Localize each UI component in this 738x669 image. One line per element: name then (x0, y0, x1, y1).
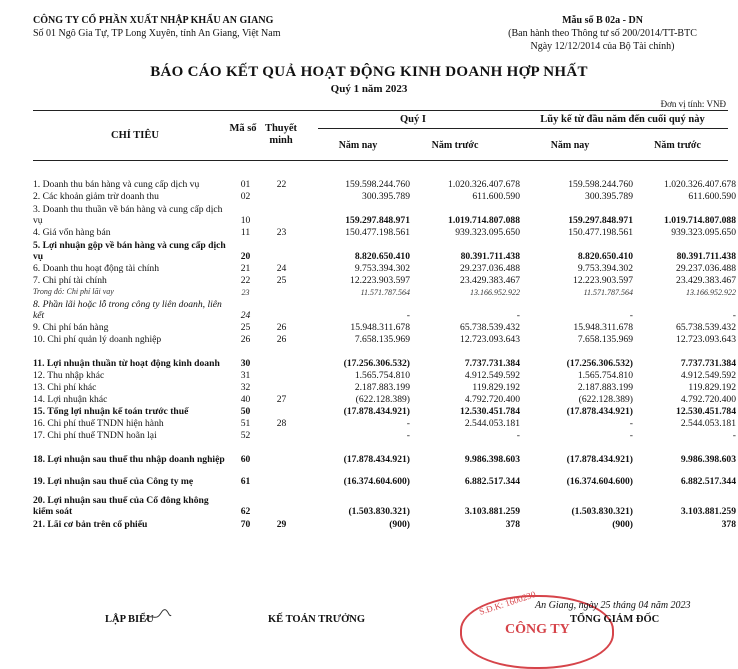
cell-v1: - (406, 310, 410, 321)
cell-v3: (17.878.434.921) (566, 406, 633, 417)
cell-v3: 8.820.650.410 (577, 251, 633, 262)
cell-v1: 159.297.848.971 (345, 215, 410, 226)
cell-note (263, 238, 300, 262)
cell-v1: (1.503.830.321) (348, 506, 410, 517)
cell-v4: 29.237.036.488 (676, 263, 736, 274)
director-label: TỔNG GIÁM ĐỐC (570, 614, 660, 625)
cell-name: 10. Chi phí quản lý doanh nghiệp (33, 334, 162, 345)
cell-v4: 4.912.549.592 (680, 370, 736, 381)
cell-name: 7. Chi phí tài chính (33, 275, 107, 286)
cell-v2: 12.723.093.643 (460, 334, 520, 345)
cell-code: 40 (240, 394, 251, 405)
cell-v2: 29.237.036.488 (460, 263, 520, 274)
cell-code: 61 (240, 476, 251, 487)
cell-code: 32 (240, 382, 251, 393)
cell-v3: - (629, 310, 633, 321)
cell-v4: 9.986.398.603 (680, 454, 736, 465)
cell-v1: (17.256.306.532) (343, 358, 410, 369)
company-name: CÔNG TY CỔ PHẦN XUẤT NHẬP KHẨU AN GIANG (33, 15, 274, 26)
header-ytd: Lũy kế từ đầu năm đến cuối quý này (540, 114, 705, 125)
table-row (33, 262, 736, 274)
cell-v3: (900) (612, 519, 633, 530)
cell-code: 01 (240, 179, 251, 190)
signature-icon (143, 609, 173, 625)
cell-name: 14. Lợi nhuận khác (33, 394, 108, 405)
table-row (33, 226, 736, 238)
cell-v1: - (406, 430, 410, 441)
cell-v2: 13.166.952.922 (470, 288, 520, 297)
cell-name: 11. Lợi nhuận thuần từ hoạt động kinh doanh (33, 358, 220, 369)
cell-v4: 6.882.517.344 (680, 476, 736, 487)
table-row (33, 202, 736, 226)
cell-v2: 23.429.383.467 (460, 275, 520, 286)
cell-code: 31 (240, 370, 251, 381)
header-q-this-year: Năm nay (338, 140, 378, 151)
cell-v4: 611.600.590 (688, 191, 736, 202)
cell-v3: 300.395.789 (585, 191, 633, 202)
cell-note: 26 (276, 322, 287, 333)
cell-v1: 12.223.903.597 (350, 275, 410, 286)
cell-name: 1. Doanh thu bán hàng và cung cấp dịch vụ (33, 179, 200, 190)
cell-name: 21. Lãi cơ bản trên cổ phiếu (33, 519, 148, 530)
cell-v1: 300.395.789 (362, 191, 410, 202)
income-statement-table (33, 178, 736, 530)
cell-v1: (622.128.389) (355, 394, 410, 405)
header-ytd-this-year: Năm nay (550, 140, 590, 151)
cell-v2: 939.323.095.650 (455, 227, 520, 238)
cell-code: 30 (240, 358, 251, 369)
cell-v3: 150.477.198.561 (568, 227, 633, 238)
header-top-rule (33, 110, 728, 111)
cell-name: 15. Tổng lợi nhuận kế toán trước thuế (33, 406, 189, 417)
cell-name: 17. Chi phí thuế TNDN hoãn lại (33, 430, 157, 441)
cell-v2: - (516, 310, 520, 321)
cell-v3: (17.878.434.921) (566, 454, 633, 465)
cell-note: 23 (276, 227, 287, 238)
cell-name: 16. Chi phí thuế TNDN hiện hành (33, 418, 164, 429)
cell-code: 26 (240, 334, 251, 345)
cell-v1: 7.658.135.969 (354, 334, 410, 345)
cell-v2: 4.912.549.592 (464, 370, 520, 381)
cell-name: 18. Lợi nhuận sau thuế thu nhập doanh nghiệp (33, 454, 225, 465)
cell-v3: (17.256.306.532) (566, 358, 633, 369)
cell-note: 29 (276, 519, 287, 530)
cell-code: 51 (240, 418, 251, 429)
cell-code: 23 (241, 288, 250, 297)
cell-code: 60 (240, 454, 251, 465)
cell-v2: 1.019.714.807.088 (448, 215, 520, 226)
stamp-text: CÔNG TY (505, 622, 570, 637)
cell-v1: 15.948.311.678 (350, 322, 410, 333)
header-note: Thuyết minh (264, 123, 298, 146)
cell-v3: 159.297.848.971 (568, 215, 633, 226)
cell-v1: (900) (389, 519, 410, 530)
table-row (33, 369, 736, 381)
cell-v4: 1.019.714.807.088 (664, 215, 736, 226)
report-period: Quý 1 năm 2023 (330, 83, 408, 95)
cell-v4: 80.391.711.438 (676, 251, 736, 262)
cell-v1: - (406, 418, 410, 429)
cell-note: 24 (276, 263, 287, 274)
cell-name: 4. Giá vốn hàng bán (33, 227, 111, 238)
table-row (33, 286, 736, 297)
cell-note: 28 (276, 418, 287, 429)
cell-code: 20 (240, 251, 251, 262)
form-issued: (Ban hành theo Thông tư số 200/2014/TT-BTC (508, 28, 697, 39)
cell-v2: 378 (505, 519, 520, 530)
cell-name: 19. Lợi nhuận sau thuế của Công ty mẹ (33, 476, 194, 487)
cell-name: 9. Chi phí bán hàng (33, 322, 109, 333)
stamp-number: S.Đ.K: 1600230 (477, 589, 537, 617)
cell-v3: 2.187.883.199 (577, 382, 633, 393)
cell-v3: (1.503.830.321) (571, 506, 633, 517)
table-row (33, 487, 736, 517)
cell-name: 12. Thu nhập khác (33, 370, 105, 381)
cell-name: Trong đó: Chi phí lãi vay (33, 287, 114, 296)
form-code: Mẫu số B 02a - DN (562, 15, 643, 26)
cell-note (263, 405, 300, 417)
cell-v2: 1.020.326.407.678 (448, 179, 520, 190)
cell-code: 10 (240, 215, 251, 226)
form-block (470, 14, 735, 53)
cell-v1: 9.753.394.302 (354, 263, 410, 274)
header-indicator: CHỈ TIÊU (111, 130, 159, 141)
table-row (33, 393, 736, 405)
cell-v4: 2.544.053.181 (680, 418, 736, 429)
cell-v4: 13.166.952.922 (686, 288, 736, 297)
cell-code: 22 (240, 275, 251, 286)
cell-v3: (622.128.389) (578, 394, 633, 405)
cell-v1: (16.374.604.600) (343, 476, 410, 487)
table-row (33, 405, 736, 417)
cell-note (263, 487, 300, 517)
cell-name: 20. Lợi nhuận sau thuế của Cổ đông không kiểm soát (33, 495, 209, 517)
cell-v1: (17.878.434.921) (343, 406, 410, 417)
cell-code: 25 (240, 322, 251, 333)
cell-v4: 23.429.383.467 (676, 275, 736, 286)
cell-v1: 8.820.650.410 (354, 251, 410, 262)
cell-v2: 4.792.720.400 (464, 394, 520, 405)
cell-v3: - (629, 430, 633, 441)
company-address: Số 01 Ngô Gia Tự, TP Long Xuyên, tỉnh An Giang, Việt Nam (33, 28, 281, 39)
cell-v2: 119.829.192 (472, 382, 520, 393)
header-q-last-year: Năm trước (431, 140, 479, 151)
table-row (33, 321, 736, 333)
table-row (33, 238, 736, 262)
cell-v1: 11.571.787.564 (360, 288, 410, 297)
cell-note (263, 190, 300, 202)
cell-note (263, 297, 300, 321)
cell-v4: 12.530.451.784 (676, 406, 736, 417)
cell-name: 6. Doanh thu hoạt động tài chính (33, 263, 160, 274)
cell-name: 8. Phần lãi hoặc lỗ trong công ty liên doanh, liên kết (33, 299, 222, 321)
cell-code: 21 (240, 263, 251, 274)
table-row (33, 190, 736, 202)
cell-v4: - (732, 430, 736, 441)
cell-name: 2. Các khoản giảm trừ doanh thu (33, 191, 159, 202)
cell-v4: 7.737.731.384 (680, 358, 736, 369)
cell-name: 13. Chi phí khác (33, 382, 97, 393)
cell-note (263, 345, 300, 369)
header-ytd-last-year: Năm trước (654, 140, 701, 151)
cell-note: 25 (276, 275, 287, 286)
cell-code: 02 (240, 191, 251, 202)
header-code: Mã số (229, 123, 257, 134)
table-row (33, 297, 736, 321)
cell-code: 62 (240, 506, 251, 517)
cell-note: 27 (276, 394, 287, 405)
cell-v2: 3.103.881.259 (464, 506, 520, 517)
table-row (33, 417, 736, 429)
cell-v4: 939.323.095.650 (671, 227, 736, 238)
cell-note (263, 381, 300, 393)
cell-v3: 7.658.135.969 (577, 334, 633, 345)
table-row (33, 333, 736, 345)
table-row (33, 178, 736, 190)
cell-v3: 12.223.903.597 (573, 275, 633, 286)
cell-v2: 7.737.731.384 (464, 358, 520, 369)
table-row (33, 274, 736, 286)
table-row (33, 429, 736, 441)
cell-note (263, 429, 300, 441)
cell-v2: 2.544.053.181 (464, 418, 520, 429)
cell-v3: 159.598.244.760 (568, 179, 633, 190)
cell-v1: (17.878.434.921) (343, 454, 410, 465)
cell-v2: 611.600.590 (472, 191, 520, 202)
cell-v4: 3.103.881.259 (680, 506, 736, 517)
cell-v3: 11.571.787.564 (583, 288, 633, 297)
cell-v2: 6.882.517.344 (464, 476, 520, 487)
header-quarter: Quý I (400, 114, 426, 125)
header-mid-rule (318, 128, 728, 129)
cell-v2: 9.986.398.603 (464, 454, 520, 465)
cell-v4: - (732, 310, 736, 321)
table-row (33, 517, 736, 530)
cell-note (263, 441, 300, 465)
cell-v3: 15.948.311.678 (573, 322, 633, 333)
cell-v4: 4.792.720.400 (680, 394, 736, 405)
preparer-label: LẬP BIỂU (105, 614, 154, 625)
cell-note (263, 202, 300, 226)
report-title: BÁO CÁO KẾT QUẢ HOẠT ĐỘNG KINH DOANH HỢP NHẤT (150, 64, 588, 80)
table-row (33, 345, 736, 369)
cell-v2: 65.738.539.432 (460, 322, 520, 333)
cell-v4: 1.020.326.407.678 (664, 179, 736, 190)
cell-v4: 12.723.093.643 (676, 334, 736, 345)
cell-v1: 2.187.883.199 (354, 382, 410, 393)
cell-v3: - (629, 418, 633, 429)
table-row (33, 465, 736, 487)
header-bottom-rule (33, 160, 728, 161)
cell-code: 50 (240, 406, 251, 417)
sign-date: An Giang, ngày 25 tháng 04 năm 2023 (535, 600, 691, 611)
cell-code: 24 (240, 310, 251, 321)
cell-note (263, 286, 300, 297)
cell-v2: 12.530.451.784 (460, 406, 520, 417)
cell-note (263, 465, 300, 487)
cell-v2: 80.391.711.438 (460, 251, 520, 262)
cell-v1: 159.598.244.760 (345, 179, 410, 190)
table-row (33, 381, 736, 393)
cell-v3: 1.565.754.810 (577, 370, 633, 381)
cell-note: 26 (276, 334, 287, 345)
unit-label: Đơn vị tính: VNĐ (660, 99, 726, 109)
table-row (33, 441, 736, 465)
cell-note (263, 369, 300, 381)
cell-code: 11 (240, 227, 251, 238)
cell-name: 5. Lợi nhuận gộp về bán hàng và cung cấp dịch vụ (33, 240, 226, 262)
form-date: Ngày 12/12/2014 của Bộ Tài chính) (530, 41, 675, 52)
cell-v4: 65.738.539.432 (676, 322, 736, 333)
cell-v3: (16.374.604.600) (566, 476, 633, 487)
cell-v1: 150.477.198.561 (345, 227, 410, 238)
cell-v3: 9.753.394.302 (577, 263, 633, 274)
cell-v2: - (516, 430, 520, 441)
cell-note: 22 (276, 179, 287, 190)
cell-v4: 119.829.192 (688, 382, 736, 393)
cell-code: 70 (240, 519, 251, 530)
cell-name: 3. Doanh thu thuần về bán hàng và cung cấp dịch vụ (33, 204, 223, 226)
cell-code: 52 (240, 430, 251, 441)
cell-v1: 1.565.754.810 (354, 370, 410, 381)
cell-v4: 378 (721, 519, 736, 530)
chief-accountant-label: KẾ TOÁN TRƯỞNG (268, 614, 366, 625)
company-block (33, 14, 281, 40)
